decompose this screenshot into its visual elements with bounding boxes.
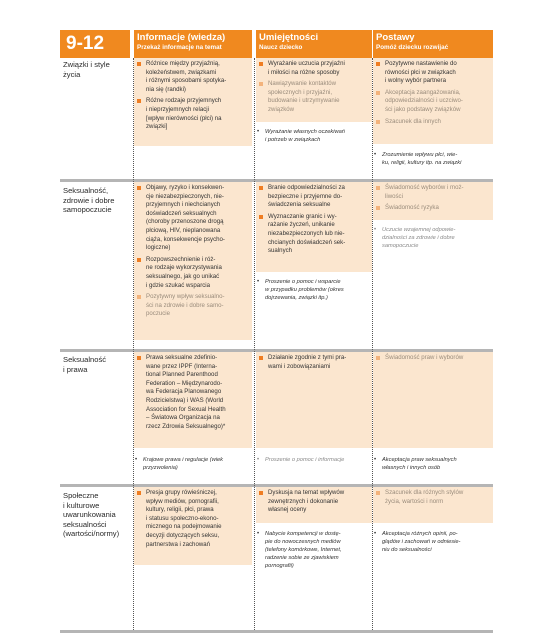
item-line: Szacunek dla innych [385, 117, 441, 125]
bullet-dot-icon: • [374, 531, 377, 537]
bullet-square-icon [259, 186, 263, 190]
topic-line: Związki i style [63, 60, 110, 69]
row-separator [60, 630, 493, 633]
bullet-square-icon [376, 206, 380, 210]
list-item [259, 80, 369, 114]
item-line: Pozytywny wpływ seksualno- [146, 293, 225, 301]
note-line: Uczucie wzajemnej odpowie- [382, 227, 456, 233]
list-item [376, 354, 490, 363]
topic-line: życia [63, 69, 81, 79]
item-line: Świadomość ryzyka [385, 204, 439, 212]
note-line: radzenie sobie ze zjawiskiem [265, 555, 339, 561]
item-line: Association for Sexual Health [146, 405, 226, 413]
skills-note [256, 456, 372, 464]
bullet-square-icon [376, 62, 380, 66]
item-line: ści na zdrowie i dobre samo- [146, 301, 224, 309]
item-line: i statusu społeczno-ekono- [146, 514, 219, 522]
bullet-square-icon [259, 215, 263, 219]
bullet-square-icon [376, 491, 380, 495]
bullet-square-icon [137, 99, 141, 103]
topic-line: Społeczne [63, 491, 99, 500]
note-line: Akceptacja różnych opinii, po- [382, 531, 458, 537]
bullet-square-icon [259, 491, 263, 495]
item-line: własnej oceny [268, 506, 307, 514]
item-line: ści jako podstawy związków [385, 105, 461, 113]
bullet-dot-icon: • [257, 457, 260, 463]
attitudes-note [373, 456, 493, 472]
topic-line: zdrowie i dobre [63, 195, 115, 205]
list-item [137, 354, 249, 431]
topic-line: samopoczucie [63, 205, 112, 214]
header-knowledge-title: Informacje (wiedza) [137, 32, 226, 43]
list-item [259, 60, 369, 77]
item-line: i wolny wybór partnera [385, 77, 446, 85]
item-line: społecznych i przyjaźni, [268, 88, 333, 96]
item-line: równości płci w związkach [385, 68, 456, 76]
header-knowledge [134, 30, 252, 58]
item-line: Objawy, ryzyko i konsekwen- [146, 184, 225, 191]
note-line: samopoczucie [382, 243, 419, 249]
bullet-dot-icon: • [257, 129, 260, 135]
item-line: i miłości na różne sposoby [268, 68, 340, 76]
cell-knowledge [134, 487, 252, 565]
bullet-square-icon [259, 62, 263, 66]
item-line: seksualnego, jak go unikać [146, 272, 220, 280]
header-skills [256, 30, 372, 58]
topic-line: Seksualność [63, 355, 107, 364]
item-line: Działanie zgodnie z tymi pra- [268, 354, 347, 361]
header-knowledge-subtitle: Przekaż informacje na temat [137, 44, 222, 51]
list-item [376, 184, 490, 201]
note-line: Proszenie o pomoc i informacje [265, 457, 345, 463]
item-line: Świadomość wyborów i moż- [385, 184, 464, 191]
item-line: Różne rodzaje przyjemnych [146, 97, 222, 105]
item-line: rażanie życzeń, unikanie [268, 221, 335, 229]
list-item [137, 489, 249, 549]
item-line: decyzji dotyczących seksu, [146, 531, 220, 539]
item-line: – Światowa Organizacja na [146, 414, 220, 422]
item-line: poczucie [146, 310, 171, 318]
age-group-header [60, 30, 130, 58]
cell-knowledge [134, 352, 252, 448]
item-line: Dyskusja na temat wpływów [268, 489, 345, 496]
topic-sexuality-rights [63, 355, 133, 374]
note-line: własnych i innych osób [382, 465, 441, 471]
note-line: Krajowe prawa i regulacje (wiek [143, 457, 223, 463]
item-line: liwości [385, 192, 403, 200]
item-line: ne rodzaje wykorzystywania [146, 264, 222, 272]
attitudes-note [373, 530, 493, 554]
list-item [376, 118, 490, 127]
item-line: płciową, HIV, nieplanowana [146, 226, 221, 234]
bullet-square-icon [137, 186, 141, 190]
item-line: i różnymi sposobami spotyka- [146, 77, 227, 85]
bullet-square-icon [137, 62, 141, 66]
item-line: świadczenia seksualne [268, 201, 331, 209]
note-line: (telefony komórkowe, Internet, [265, 547, 342, 553]
note-line: Proszenie o pomoc i wsparcie [265, 279, 341, 285]
list-item [376, 489, 490, 506]
topic-relationships [63, 60, 133, 79]
skills-note [256, 530, 372, 570]
item-line: bezpieczne i przyjemne do- [268, 192, 343, 200]
bullet-square-icon [137, 356, 141, 360]
note-line: dzialności za zdrowie i dobre [382, 235, 455, 241]
item-line: wpływ mediów, pornografii, [146, 497, 219, 505]
cell-attitudes [373, 487, 493, 523]
item-line: Pozytywne nastawienie do [385, 60, 457, 67]
bullet-dot-icon: • [135, 457, 138, 463]
note-line: glądów i zachowań w odniesie- [382, 539, 461, 545]
cell-attitudes [373, 58, 493, 144]
item-line: Świadomość praw i wyborów [385, 354, 464, 361]
bullet-dot-icon: • [257, 531, 260, 537]
item-line: Rozpowszechnienie i róż- [146, 255, 216, 263]
item-line: partnerstwa i zachowań [146, 540, 211, 548]
item-line: doświadczeń seksualnych [146, 209, 217, 217]
note-line: pornografii) [265, 563, 294, 569]
item-line: życia, wartości i norm [385, 497, 444, 505]
topic-social-cultural [63, 491, 133, 539]
list-item [259, 213, 369, 256]
skills-note [256, 278, 372, 302]
note-line: Nabycie kompetencji w dostę- [265, 531, 341, 537]
item-line: Federation – Międzynarodo- [146, 379, 223, 387]
note-line: dojrzewania, związki itp.) [265, 295, 328, 301]
topic-line: (wartości/normy) [63, 529, 120, 538]
cell-knowledge [134, 182, 252, 340]
topic-line: seksualności [63, 519, 107, 529]
item-line: Akceptacja zaangażowania, [385, 88, 461, 96]
item-line: przyjemnych i niechcianych [146, 201, 221, 209]
item-line: rzecz Zdrowia Seksualnego)* [146, 422, 226, 430]
cell-skills [256, 352, 372, 448]
note-line: i potrzeb w związkach [265, 137, 321, 143]
item-line: (choroby przenoszone drogą [146, 218, 224, 226]
header-skills-subtitle: Naucz dziecko [259, 44, 303, 51]
attitudes-note [373, 226, 493, 250]
topic-sexuality-health [63, 186, 133, 215]
item-line: tional Planned Parenthood [146, 371, 218, 379]
note-line: niu do seksualności [382, 547, 432, 553]
age-group-label: 9-12 [66, 33, 105, 54]
item-line: zewnętrznych i dokonanie [268, 497, 339, 505]
knowledge-note [134, 456, 252, 472]
note-line: pie do nowoczesnych mediów [265, 539, 341, 545]
item-line: Wyrażanie uczucia przyjaźni [268, 60, 345, 67]
item-line: Szacunek dla różnych stylów [385, 489, 464, 496]
note-line: Zrozumienie wpływu płci, wie- [382, 152, 458, 158]
list-item [137, 293, 249, 319]
note-line: ku, religii, kultury itp. na związki [382, 160, 462, 166]
item-line: i nieprzyjemnych relacji [146, 105, 209, 113]
item-line: ciąża, konsekwencje psycho- [146, 235, 225, 243]
bullet-square-icon [376, 186, 380, 190]
header-attitudes-subtitle: Pomóż dziecku rozwijać [376, 44, 449, 51]
column-divider [254, 58, 255, 630]
bullet-square-icon [376, 91, 380, 95]
attitudes-note [373, 151, 493, 167]
note-line: przyzwolenia) [143, 465, 178, 471]
bullet-dot-icon: • [257, 279, 260, 285]
cell-attitudes [373, 352, 493, 448]
item-line: wane przez IPPF (Interna- [146, 362, 218, 370]
cell-knowledge [134, 58, 252, 146]
bullet-square-icon [259, 82, 263, 86]
item-line: [wpływ nierówności (płci) na [146, 114, 222, 122]
item-line: budowanie i utrzymywanie [268, 97, 340, 105]
bullet-dot-icon: • [374, 152, 377, 158]
cell-skills [256, 182, 372, 272]
skills-note [256, 128, 372, 144]
cell-skills [256, 487, 372, 523]
item-line: Wyznaczanie granic i wy- [268, 212, 337, 220]
bullet-dot-icon: • [374, 227, 377, 233]
note-line: Akceptacja praw seksualnych [382, 457, 457, 463]
item-line: odpowiedzialności i uczciwo- [385, 97, 463, 105]
bullet-dot-icon: • [374, 457, 377, 463]
list-item [259, 354, 369, 371]
item-line: wami i zobowiązaniami [268, 362, 331, 370]
list-item [376, 60, 490, 86]
item-line: i gdzie szukać wsparcia [146, 281, 211, 289]
cell-skills [256, 58, 372, 122]
item-line: Nawiązywanie kontaktów [268, 80, 337, 88]
item-line: kultury, religii, płci, prawa [146, 506, 214, 514]
list-item [376, 89, 490, 115]
cell-attitudes [373, 182, 493, 220]
item-line: koleżeństwem, związkami [146, 68, 217, 76]
list-item [137, 60, 249, 94]
topic-line: Seksualność, [63, 186, 109, 195]
note-line: w przypadku problemów (okres [265, 287, 344, 293]
header-skills-title: Umiejętności [259, 32, 319, 43]
header-attitudes-title: Postawy [376, 32, 415, 43]
topic-line: uwarunkowania [63, 510, 116, 519]
bullet-square-icon [137, 258, 141, 262]
list-item [259, 184, 369, 210]
item-line: niezabezpieczonych lub nie- [268, 229, 345, 237]
list-item [137, 184, 249, 253]
bullet-square-icon [137, 491, 141, 495]
item-line: wa Federacja Planowanego [146, 388, 222, 396]
item-line: chcianych doświadczeń sek- [268, 238, 346, 246]
bullet-square-icon [259, 356, 263, 360]
item-line: micznego na podejmowanie [146, 523, 222, 531]
bullet-square-icon [376, 120, 380, 124]
item-line: cje niezabezpieczonych, nie- [146, 192, 224, 200]
bullet-square-icon [137, 295, 141, 299]
item-line: Presja grupy rówieśniczej, [146, 489, 217, 496]
item-line: logiczne) [146, 244, 171, 252]
item-line: Różnice między przyjaźnią, [146, 60, 220, 67]
list-item [137, 256, 249, 290]
topic-line: i kulturowe [63, 500, 100, 510]
item-line: sualnych [268, 247, 293, 255]
note-line: Wyrażanie własnych oczekiwań [265, 129, 345, 135]
item-line: Prawa seksualne zdefinio- [146, 354, 218, 361]
item-line: nia się (randki) [146, 85, 186, 93]
list-item [376, 204, 490, 213]
topic-line: i prawa [63, 364, 88, 374]
item-line: związków [268, 105, 295, 113]
item-line: Branie odpowiedzialności za [268, 184, 345, 191]
header-attitudes [373, 30, 493, 58]
item-line: związki] [146, 123, 168, 131]
item-line: Rodzicielstwa) i WAS (World [146, 396, 224, 404]
list-item [137, 97, 249, 131]
list-item [259, 489, 369, 515]
bullet-square-icon [376, 356, 380, 360]
